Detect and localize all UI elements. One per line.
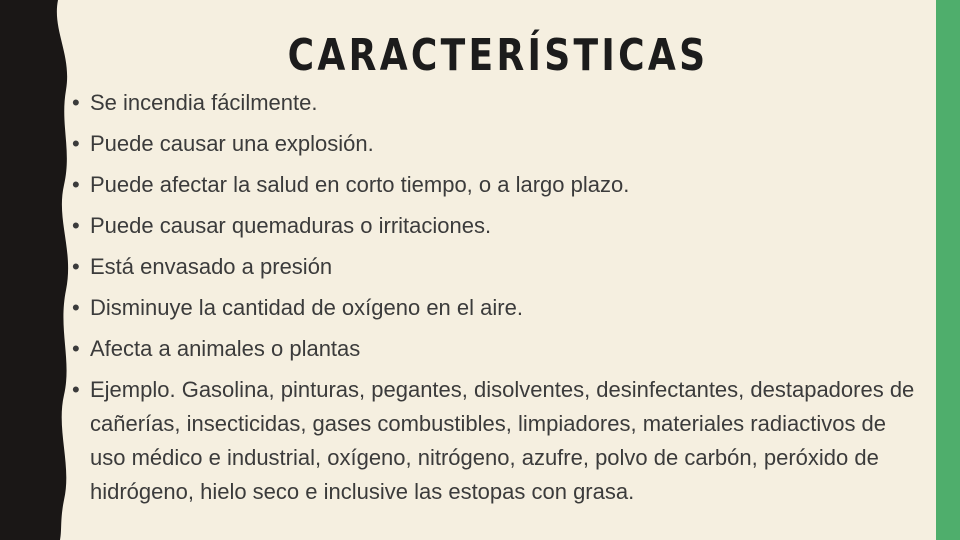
- bullet-item: [72, 373, 922, 509]
- left-decorative-band: [0, 0, 80, 540]
- bullet-item: [72, 332, 922, 366]
- bullet-text: Puede afectar la salud en corto tiempo, o a largo plazo.: [90, 172, 630, 197]
- bullet-text: Se incendia fácilmente.: [90, 90, 318, 115]
- bullet-text: Disminuye la cantidad de oxígeno en el aire.: [90, 295, 523, 320]
- bullet-text: Puede causar una explosión.: [90, 131, 374, 156]
- bullet-item: [72, 209, 922, 243]
- bullet-dot: •: [72, 336, 80, 361]
- bullet-dot: •: [72, 172, 80, 197]
- bullet-dot: •: [72, 90, 80, 115]
- slide-title: CARACTERÍSTICAS: [287, 30, 709, 81]
- bullet-item: [72, 86, 922, 120]
- bullet-dot: •: [72, 377, 80, 402]
- bullet-item: [72, 250, 922, 284]
- right-accent-band: [936, 0, 960, 540]
- bullet-text: Ejemplo. Gasolina, pinturas, pegantes, disolventes, desinfectantes, destapadores de cañerías, insecticidas, gases combustibles, limpiadores, materiales radiactivos de uso médico e industrial, oxígeno, nitrógeno, azufre, polvo de carbón, peróxido de hidrógeno, hielo seco e inclusive las estopas con grasa.: [90, 377, 915, 504]
- bullet-item: [72, 168, 922, 202]
- bullet-dot: •: [72, 131, 80, 156]
- bullet-text: Está envasado a presión: [90, 254, 333, 279]
- bullet-text: Puede causar quemaduras o irritaciones.: [90, 213, 492, 238]
- bullet-dot: •: [72, 295, 80, 320]
- bullet-text: Afecta a animales o plantas: [90, 336, 361, 361]
- bullet-list: [72, 86, 922, 516]
- bullet-dot: •: [72, 213, 80, 238]
- bullet-item: [72, 127, 922, 161]
- bullet-item: [72, 291, 922, 325]
- bullet-dot: •: [72, 254, 80, 279]
